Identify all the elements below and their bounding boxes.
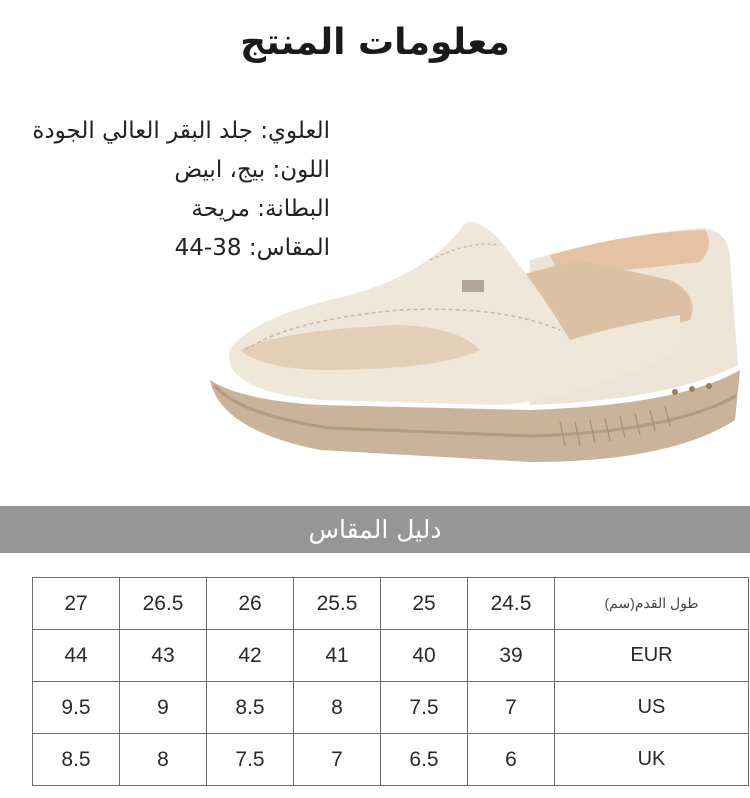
table-cell: 24.5 (468, 578, 555, 630)
table-cell: 8 (120, 734, 207, 786)
spec-color: اللون: بيج، ابيض (174, 157, 330, 183)
table-row (33, 578, 749, 630)
table-cell: 43 (120, 630, 207, 682)
table-cell: 8.5 (207, 682, 294, 734)
table-cell: 44 (33, 630, 120, 682)
table-cell: 40 (381, 630, 468, 682)
table-cell: 7 (468, 682, 555, 734)
row-label-us: US (555, 682, 749, 734)
table-cell: 25.5 (294, 578, 381, 630)
table-cell: 27 (33, 578, 120, 630)
table-cell: 9.5 (33, 682, 120, 734)
row-label-eur: EUR (555, 630, 749, 682)
table-cell: 26.5 (120, 578, 207, 630)
table-cell: 25 (381, 578, 468, 630)
table-cell: 39 (468, 630, 555, 682)
table-cell: 6 (468, 734, 555, 786)
table-cell: 42 (207, 630, 294, 682)
table-row (33, 682, 749, 734)
table-row (33, 630, 749, 682)
table-cell: 8 (294, 682, 381, 734)
spec-lining: البطانة: مريحة (191, 196, 330, 222)
row-label-uk: UK (555, 734, 749, 786)
spec-upper: العلوي: جلد البقر العالي الجودة (32, 118, 330, 144)
table-cell: 8.5 (33, 734, 120, 786)
table-cell: 7 (294, 734, 381, 786)
shoe-image (200, 200, 745, 475)
table-cell: 41 (294, 630, 381, 682)
table-cell: 6.5 (381, 734, 468, 786)
table-cell: 9 (120, 682, 207, 734)
table-cell: 26 (207, 578, 294, 630)
size-table (32, 577, 749, 785)
table-cell: 7.5 (207, 734, 294, 786)
page-title: معلومات المنتج (240, 22, 510, 63)
table-row (33, 734, 749, 786)
row-label-foot-length: طول القدم(سم) (555, 578, 749, 630)
spec-size: المقاس: 38-44 (174, 235, 330, 261)
table-cell: 7.5 (381, 682, 468, 734)
size-guide-header: دليل المقاس (0, 506, 750, 553)
